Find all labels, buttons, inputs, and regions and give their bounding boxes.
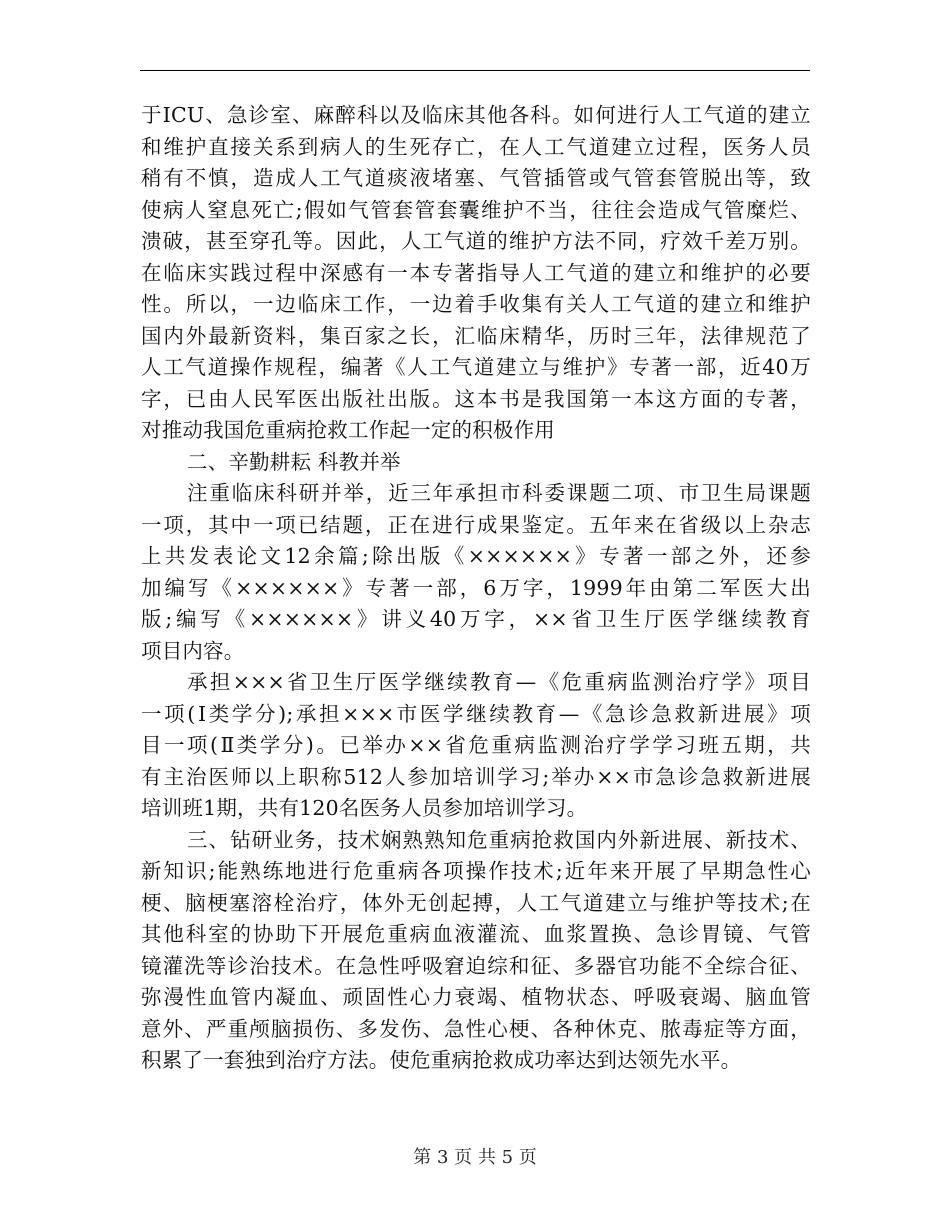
text-line: 稍有不慎，造成人工气道痰液堵塞、气管插管或气管套管脱出等，致 — [141, 166, 811, 190]
text-line: 使病人窒息死亡;假如气管套管套囊维护不当，往往会造成气管糜烂、 — [141, 197, 811, 222]
text-line: 上共发表论文12余篇;除出版《××××××》专著一部之外，还参 — [141, 544, 811, 568]
text-line: 人工气道操作规程，编著《人工气道建立与维护》专著一部，近40万 — [141, 355, 811, 379]
text-line: 在临床实践过程中深感有一本专著指导人工气道的建立和维护的必要 — [141, 260, 811, 285]
text-line: 性。所以，一边临床工作，一边着手收集有关人工气道的建立和维护 — [141, 292, 811, 316]
text-line: 加编写《××××××》专著一部，6万字，1999年由第二军医大出 — [141, 575, 811, 600]
text-line: 意外、严重颅脑损伤、多发伤、急性心梗、各种休克、脓毒症等方面， — [141, 1016, 811, 1041]
text-line: 有主治医师以上职称512人参加培训学习;举办××市急诊急救新进展 — [141, 764, 811, 789]
text-line: 一项，其中一项已结题，正在进行成果鉴定。五年来在省级以上杂志 — [141, 512, 811, 537]
text-line: 目一项(Ⅱ类学分)。已举办××省危重病监测治疗学学习班五期，共 — [141, 733, 811, 757]
text-line: 和维护直接关系到病人的生死存亡，在人工气道建立过程，医务人员 — [141, 134, 811, 159]
text-line: 承担×××省卫生厅医学继续教育—《危重病监测治疗学》项目 — [187, 670, 811, 694]
text-line: 溃破，甚至穿孔等。因此，人工气道的维护方法不同，疗效千差万别。 — [141, 229, 811, 253]
text-line: 积累了一套独到治疗方法。使危重病抢救成功率达到达领先水平。 — [141, 1048, 742, 1072]
text-line: 注重临床科研并举，近三年承担市科委课题二项、市卫生局课题 — [187, 481, 811, 505]
page-footer: 第 3 页 共 5 页 — [413, 1147, 537, 1168]
text-line: 梗、脑梗塞溶栓治疗，体外无创起搏，人工气道建立与维护等技术;在 — [141, 890, 811, 915]
header-rule — [140, 70, 810, 71]
text-line: 项目内容。 — [141, 638, 245, 663]
text-line: 一项(Ⅰ类学分);承担×××市医学继续教育—《急诊急救新进展》项 — [141, 701, 811, 726]
text-line: 国内外最新资料，集百家之长，汇临床精华，历时三年，法律规范了 — [141, 323, 811, 348]
text-line: 新知识;能熟练地进行危重病各项操作技术;近年来开展了早期急性心 — [141, 859, 811, 883]
text-line: 培训班1期，共有120名医务人员参加培训学习。 — [141, 796, 588, 820]
text-line: 对推动我国危重病抢救工作起一定的积极作用 — [141, 418, 555, 442]
section-heading: 二、辛勤耕耘 科教并举 — [187, 449, 401, 474]
document-body — [141, 100, 811, 1077]
text-line: 字，已由人民军医出版社出版。这本书是我国第一本这方面的专著， — [141, 386, 811, 411]
text-line: 镜灌洗等诊治技术。在急性呼吸窘迫综和征、多器官功能不全综合征、 — [141, 953, 811, 978]
text-line: 其他科室的协助下开展危重病血液灌流、血浆置换、急诊胃镜、气管 — [141, 922, 811, 946]
text-line: 于ICU、急诊室、麻醉科以及临床其他各科。如何进行人工气道的建立 — [141, 103, 811, 127]
text-line: 版;编写《××××××》讲义40万字，××省卫生厅医学继续教育 — [141, 607, 811, 631]
section-heading: 三、钻研业务，技术娴熟熟知危重病抢救国内外新进展、新技术、 — [187, 827, 811, 852]
text-line: 弥漫性血管内凝血、顽固性心力衰竭、植物状态、呼吸衰竭、脑血管 — [141, 985, 811, 1009]
